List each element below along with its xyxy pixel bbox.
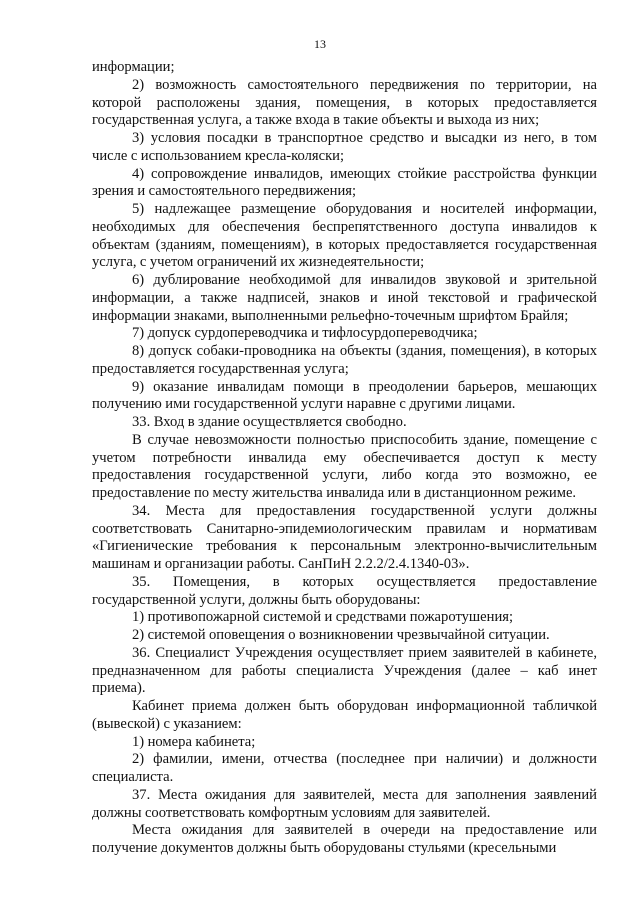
paragraph: 4) сопровождение инвалидов, имеющих стойкие расстройства функции зрения и самостоятельного передвижения; bbox=[92, 165, 597, 200]
paragraph: 1) противопожарной системой и средствами пожаротушения; bbox=[132, 609, 514, 626]
paragraph: 34. Места для предоставления государственной услуги должны соответствовать Санитарно-эпидемиологическим правилам и нормативам «Гигиенические требования к персональным электронно-вычислительным машинам и организации работы. СанПиН 2.2.2/2.4.1340-03». bbox=[92, 502, 597, 572]
document-body bbox=[92, 59, 597, 858]
paragraph: информации; bbox=[92, 59, 175, 75]
paragraph: Места ожидания для заявителей в очереди на предоставление или получение документов должны быть оборудованы стульями (кресельными bbox=[92, 822, 597, 856]
paragraph: 2) фамилии, имени, отчества (последнее при наличии) и должности специалиста. bbox=[92, 751, 597, 785]
paragraph: 3) условия посадки в транспортное средство и высадки из него, в том числе с использованием кресла-коляски; bbox=[92, 130, 597, 164]
paragraph: 8) допуск собаки-проводника на объекты (здания, помещения), в которых предоставляется государственная услуга; bbox=[92, 343, 597, 377]
paragraph: 37. Места ожидания для заявителей, места для заполнения заявлений должны соответствовать комфортным условиям для заявителей. bbox=[92, 786, 597, 821]
paragraph: 36. Специалист Учреждения осуществляет прием заявителей в кабинете, предназначенном для работы специалиста Учреждения (далее – каб инет приема). bbox=[92, 644, 597, 697]
paragraph: 2) системой оповещения о возникновении чрезвычайной ситуации. bbox=[132, 627, 550, 643]
paragraph: 7) допуск сурдопереводчика и тифлосурдопереводчика; bbox=[132, 325, 478, 342]
paragraph: Кабинет приема должен быть оборудован информационной табличкой (вывеской) с указанием: bbox=[92, 698, 597, 732]
paragraph: 2) возможность самостоятельного передвижения по территории, на которой расположены здания, помещения, в которых предоставляется государственная услуга, а также входа в такие объекты и выхода из них; bbox=[92, 76, 597, 129]
paragraph: В случае невозможности полностью приспособить здание, помещение с учетом потребности инвалида ему обеспечивается доступ к месту предоставления государственной услуги, либо когда это возможно, ее предоставление по месту жительства инвалида или в дистанционном режиме. bbox=[92, 431, 597, 501]
paragraph: 33. Вход в здание осуществляется свободно. bbox=[132, 414, 407, 430]
paragraph: 35. Помещения, в которых осуществляется предоставление государственной услуги, должны быть оборудованы: bbox=[92, 573, 597, 608]
paragraph: 6) дублирование необходимой для инвалидов звуковой и зрительной информации, а также надписей, знаков и иной текстовой и графической информации знаками, выполненными рельефно-точечным шрифтом Брайля; bbox=[92, 272, 597, 324]
paragraph: 9) оказание инвалидам помощи в преодолении барьеров, мешающих получению ими государственной услуги наравне с другими лицами. bbox=[92, 378, 597, 413]
paragraph: 5) надлежащее размещение оборудования и носителей информации, необходимых для обеспечения беспрепятственного доступа инвалидов к объектам (зданиям, помещениям), в которых предоставляется государственная услуга, с учетом ограничений их жизнедеятельности; bbox=[92, 201, 597, 271]
page-number: 13 bbox=[314, 37, 326, 51]
paragraph: 1) номера кабинета; bbox=[132, 733, 256, 750]
